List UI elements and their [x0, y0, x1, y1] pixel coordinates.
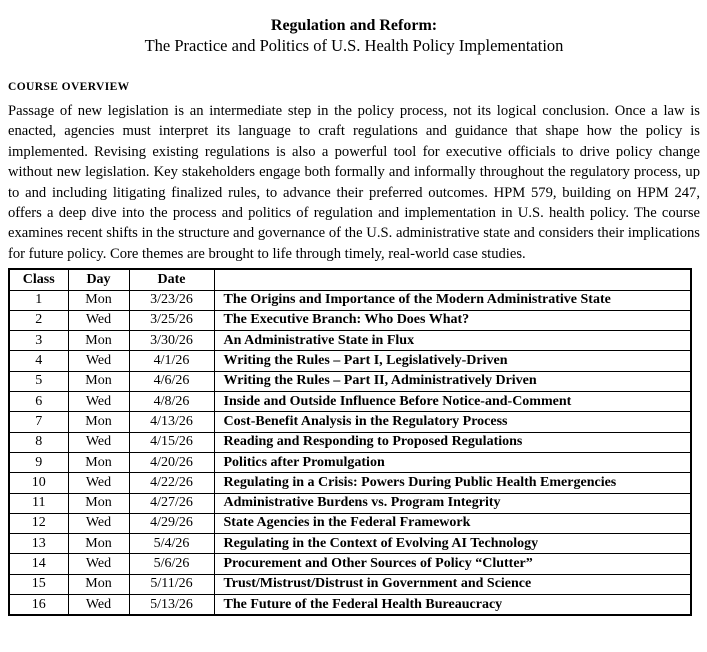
- date-cell: 5/4/26: [129, 534, 214, 554]
- class-cell: 8: [9, 432, 68, 452]
- topic-cell: Regulating in the Context of Evolving AI Technology: [214, 534, 691, 554]
- date-cell: 4/22/26: [129, 473, 214, 493]
- page-subtitle: The Practice and Politics of U.S. Health Policy Implementation: [144, 36, 564, 55]
- header-topic: [214, 269, 691, 290]
- day-cell: Mon: [68, 534, 129, 554]
- table-row: [9, 513, 691, 533]
- date-cell: 4/29/26: [129, 513, 214, 533]
- header-day: Day: [68, 269, 129, 290]
- table-row: [9, 595, 691, 616]
- date-cell: 5/11/26: [129, 574, 214, 594]
- topic-cell: State Agencies in the Federal Framework: [214, 513, 691, 533]
- topic-cell: Reading and Responding to Proposed Regulations: [214, 432, 691, 452]
- day-cell: Wed: [68, 432, 129, 452]
- class-cell: 13: [9, 534, 68, 554]
- table-row: [9, 432, 691, 452]
- date-cell: 4/1/26: [129, 351, 214, 371]
- topic-cell: The Origins and Importance of the Modern Administrative State: [214, 290, 691, 310]
- class-cell: 15: [9, 574, 68, 594]
- day-cell: Mon: [68, 452, 129, 472]
- class-cell: 1: [9, 290, 68, 310]
- class-cell: 7: [9, 412, 68, 432]
- table-row: [9, 554, 691, 574]
- date-cell: 4/8/26: [129, 392, 214, 412]
- class-cell: 5: [9, 371, 68, 391]
- class-cell: 3: [9, 331, 68, 351]
- class-cell: 9: [9, 452, 68, 472]
- class-cell: 11: [9, 493, 68, 513]
- topic-cell: Writing the Rules – Part II, Administratively Driven: [214, 371, 691, 391]
- day-cell: Wed: [68, 513, 129, 533]
- topic-cell: Politics after Promulgation: [214, 452, 691, 472]
- class-cell: 16: [9, 595, 68, 616]
- day-cell: Wed: [68, 473, 129, 493]
- table-row: [9, 392, 691, 412]
- class-cell: 14: [9, 554, 68, 574]
- schedule-table-body: [9, 290, 691, 615]
- day-cell: Wed: [68, 554, 129, 574]
- schedule-table: [8, 268, 692, 616]
- table-row: [9, 351, 691, 371]
- topic-cell: Regulating in a Crisis: Powers During Public Health Emergencies: [214, 473, 691, 493]
- date-cell: 5/6/26: [129, 554, 214, 574]
- table-row: [9, 310, 691, 330]
- table-header-row: [9, 269, 691, 290]
- day-cell: Mon: [68, 371, 129, 391]
- day-cell: Mon: [68, 493, 129, 513]
- table-row: [9, 452, 691, 472]
- page-title: Regulation and Reform:: [270, 17, 438, 34]
- date-cell: 3/25/26: [129, 310, 214, 330]
- class-cell: 10: [9, 473, 68, 493]
- topic-cell: Cost-Benefit Analysis in the Regulatory Process: [214, 412, 691, 432]
- date-cell: 3/23/26: [129, 290, 214, 310]
- course-overview-paragraph: Passage of new legislation is an intermediate step in the policy process, not its logical conclusion. Once a law is enacted, agencies must interpret its language to craft regulations and guidance that shape how the policy is implemented. Revising existing regulations is also a powerful tool for executive officials to drive policy change without new legislation. Key stakeholders engage both formally and informally throughout the regulatory process, up to and including litigating finalized rules, to advance their preferred outcomes. HPM 579, building on HPM 247, offers a deep dive into the process and politics of regulation and implementation in U.S. health policy. The course examines recent shifts in the structure and governance of the U.S. administrative state and considers their implications for future policy. Core themes are brought to life through timely, real-world case studies.: [8, 103, 700, 262]
- day-cell: Wed: [68, 310, 129, 330]
- day-cell: Mon: [68, 331, 129, 351]
- topic-cell: Writing the Rules – Part I, Legislatively-Driven: [214, 351, 691, 371]
- table-row: [9, 290, 691, 310]
- table-row: [9, 534, 691, 554]
- class-cell: 2: [9, 310, 68, 330]
- date-cell: 4/13/26: [129, 412, 214, 432]
- course-overview-heading: COURSE OVERVIEW: [8, 81, 130, 93]
- day-cell: Wed: [68, 595, 129, 616]
- day-cell: Mon: [68, 412, 129, 432]
- topic-cell: Inside and Outside Influence Before Notice-and-Comment: [214, 392, 691, 412]
- class-cell: 4: [9, 351, 68, 371]
- day-cell: Mon: [68, 290, 129, 310]
- topic-cell: The Future of the Federal Health Bureaucracy: [214, 595, 691, 616]
- table-row: [9, 574, 691, 594]
- date-cell: 4/27/26: [129, 493, 214, 513]
- topic-cell: Procurement and Other Sources of Policy “Clutter”: [214, 554, 691, 574]
- topic-cell: The Executive Branch: Who Does What?: [214, 310, 691, 330]
- day-cell: Wed: [68, 351, 129, 371]
- day-cell: Mon: [68, 574, 129, 594]
- topic-cell: Trust/Mistrust/Distrust in Government and Science: [214, 574, 691, 594]
- date-cell: 3/30/26: [129, 331, 214, 351]
- topic-cell: Administrative Burdens vs. Program Integrity: [214, 493, 691, 513]
- date-cell: 4/6/26: [129, 371, 214, 391]
- day-cell: Wed: [68, 392, 129, 412]
- header-class: Class: [9, 269, 68, 290]
- date-cell: 5/13/26: [129, 595, 214, 616]
- table-row: [9, 493, 691, 513]
- class-cell: 6: [9, 392, 68, 412]
- table-row: [9, 412, 691, 432]
- table-row: [9, 331, 691, 351]
- topic-cell: An Administrative State in Flux: [214, 331, 691, 351]
- header-date: Date: [129, 269, 214, 290]
- document-title: [8, 16, 700, 56]
- table-row: [9, 371, 691, 391]
- class-cell: 12: [9, 513, 68, 533]
- date-cell: 4/20/26: [129, 452, 214, 472]
- table-row: [9, 473, 691, 493]
- date-cell: 4/15/26: [129, 432, 214, 452]
